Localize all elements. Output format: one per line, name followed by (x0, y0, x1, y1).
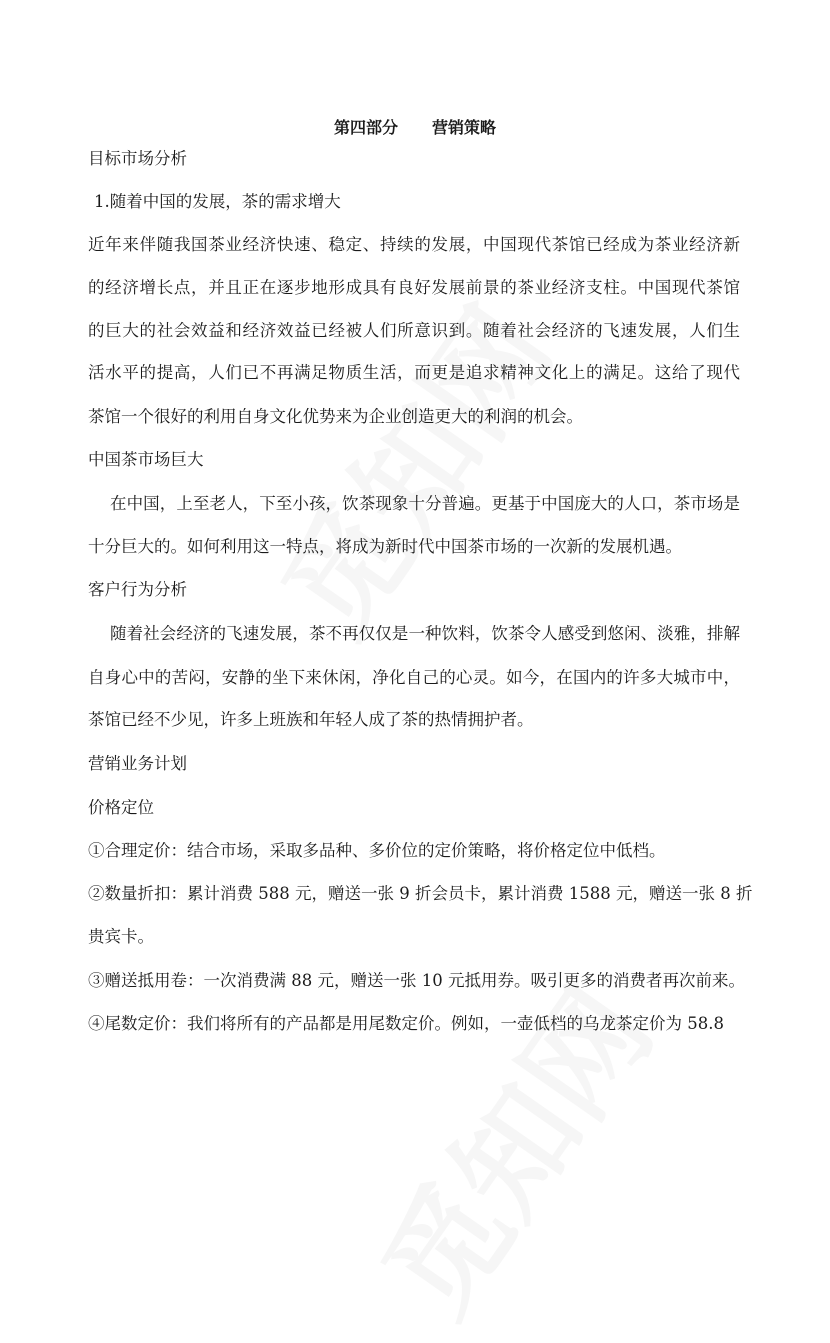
paragraph-line: ③赠送抵用卷：一次消费满 88 元，赠送一张 10 元抵用券。吸引更多的消费者再次前来。 (88, 971, 745, 990)
watermark-bottom (336, 949, 683, 1343)
paragraph-line: 活水平的提高，人们已不再满足物质生活，而更是追求精神文化上的满足。这给了现代 (88, 363, 740, 382)
section-heading: 价格定位 (88, 798, 154, 817)
paragraph-line: ②数量折扣：累计消费 588 元，赠送一张 9 折会员卡，累计消费 1588 元，赠送一张 8 折 (88, 884, 753, 903)
title-name: 营销策略 (432, 118, 497, 137)
paragraph-line: 在中国，上至老人，下至小孩，饮茶现象十分普遍。更基于中国庞大的人口，茶市场是 (110, 494, 740, 513)
paragraph-line: 贵宾卡。 (88, 927, 154, 946)
paragraph-line: 的巨大的社会效益和经济效益已经被人们所意识到。随着社会经济的飞速发展，人们生 (88, 321, 740, 340)
paragraph-line: 的经济增长点，并且正在逐步地形成具有良好发展前景的茶业经济支柱。中国现代茶馆 (88, 278, 740, 297)
page-title (0, 117, 830, 139)
paragraph-line: ①合理定价：结合市场，采取多品种、多价位的定价策略，将价格定位中低档。 (88, 841, 666, 860)
paragraph-line: 随着社会经济的飞速发展，茶不再仅仅是一种饮料，饮茶令人感受到悠闲、淡雅，排解 (110, 624, 740, 643)
numbered-heading: 1.随着中国的发展，茶的需求增大 (94, 192, 341, 211)
paragraph-line: 自身心中的苦闷，安静的坐下来休闲，净化自己的心灵。如今，在国内的许多大城市中， (88, 668, 740, 687)
section-heading: 目标市场分析 (88, 149, 187, 168)
paragraph-line: 近年来伴随我国茶业经济快速、稳定、持续的发展，中国现代茶馆已经成为茶业经济新 (88, 235, 740, 254)
title-part: 第四部分 (333, 118, 398, 137)
section-heading: 客户行为分析 (88, 580, 187, 599)
paragraph-line: ④尾数定价：我们将所有的产品都是用尾数定价。例如，一壶低档的乌龙茶定价为 58.8 (88, 1014, 724, 1033)
paragraph-line: 茶馆一个很好的利用自身文化优势来为企业创造更大的利润的机会。 (88, 407, 583, 426)
paragraph-line: 茶馆已经不少见，许多上班族和年轻人成了茶的热情拥护者。 (88, 710, 534, 729)
section-heading: 营销业务计划 (88, 754, 187, 773)
paragraph-line: 十分巨大的。如何利用这一特点，将成为新时代中国茶市场的一次新的发展机遇。 (88, 537, 682, 556)
section-heading: 中国茶市场巨大 (88, 450, 204, 469)
